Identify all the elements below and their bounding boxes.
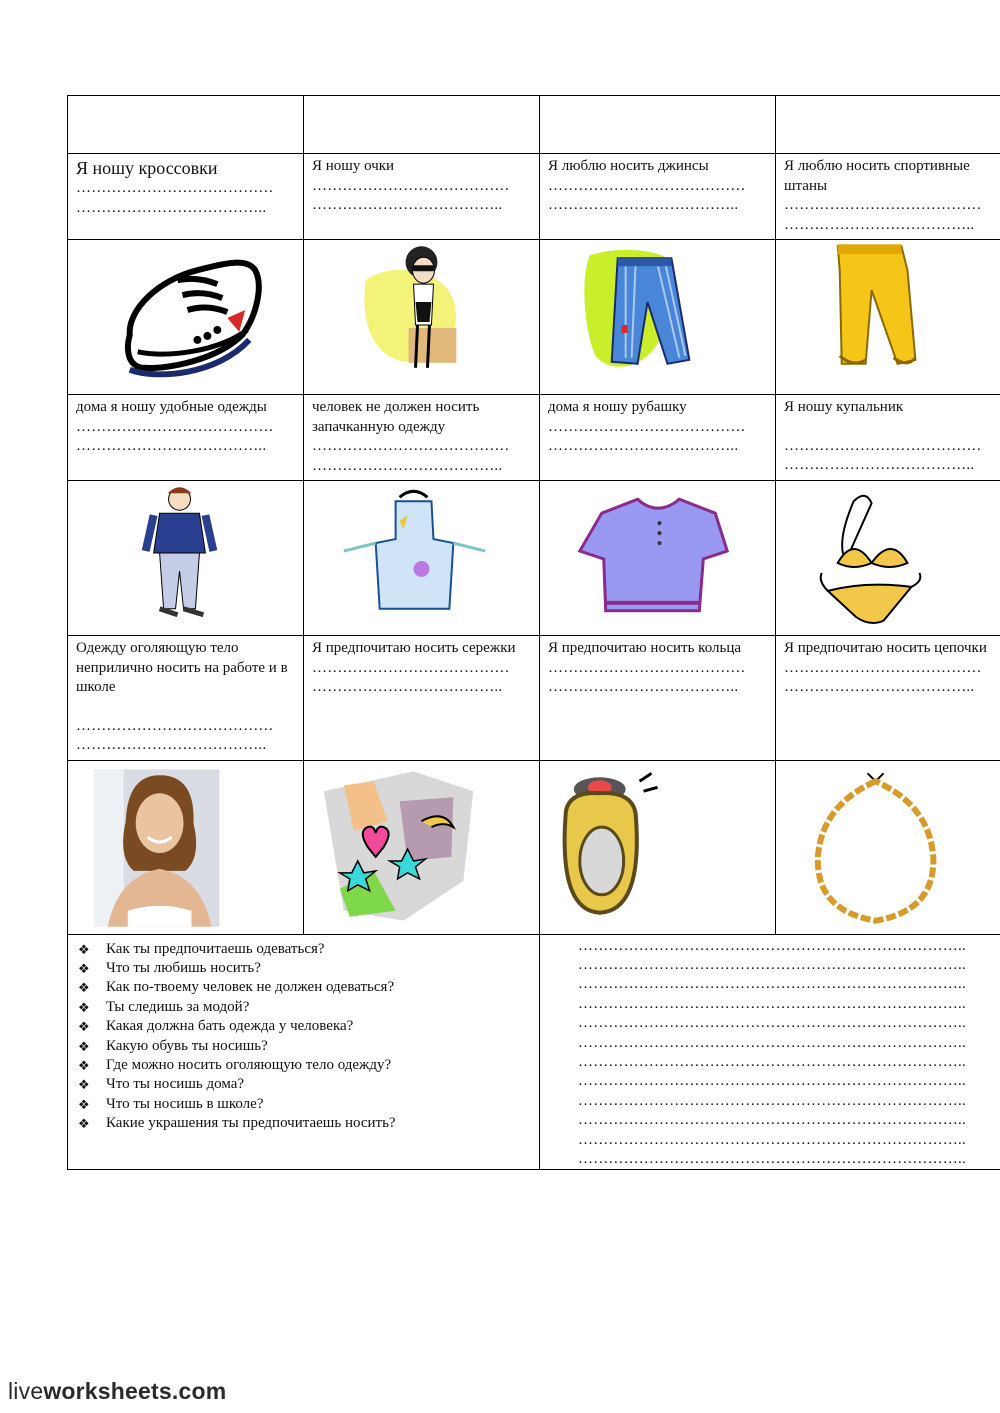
question-item bbox=[78, 1075, 539, 1094]
caption-cell[interactable] bbox=[68, 154, 304, 240]
caption-text: Я ношу очки bbox=[312, 158, 395, 174]
caption-text: дома я ношу рубашку bbox=[548, 399, 687, 415]
logo-prefix: live bbox=[8, 1378, 44, 1404]
answer-line[interactable]: ………………………………… bbox=[76, 717, 274, 734]
picture-cell bbox=[540, 760, 776, 934]
answer-line[interactable]: ………………………………………………………………….. bbox=[578, 1112, 966, 1129]
shirt-icon bbox=[540, 481, 775, 633]
picture-cell bbox=[776, 481, 1000, 636]
picture-cell bbox=[540, 240, 776, 395]
caption-text: Одежду оголяющую тело неприлично носить на работе и в школе bbox=[76, 640, 288, 695]
answer-line[interactable]: ……………………………….. bbox=[784, 457, 975, 473]
caption-cell[interactable] bbox=[540, 636, 776, 761]
answer-line[interactable]: ………………………………… bbox=[784, 197, 982, 213]
question-item bbox=[78, 959, 539, 978]
picture-cell bbox=[304, 760, 540, 934]
picture-cell bbox=[304, 240, 540, 395]
header-cell bbox=[68, 96, 304, 154]
diamond-bullet-icon: ❖ bbox=[78, 1057, 90, 1073]
question-text: Что ты носишь дома? bbox=[106, 1076, 245, 1093]
caption-cell[interactable] bbox=[304, 395, 540, 481]
answer-lines bbox=[540, 935, 1000, 1170]
question-text: Какую обувь ты носишь? bbox=[106, 1037, 268, 1054]
answer-line[interactable]: ……………………………….. bbox=[548, 679, 739, 695]
caption-text: человек не должен носить запачканную одежду bbox=[312, 399, 480, 435]
picture-cell bbox=[68, 240, 304, 395]
answer-line[interactable]: ………………………………… bbox=[784, 437, 982, 454]
answer-line[interactable]: ………………………………… bbox=[312, 438, 510, 454]
sweatpants-icon bbox=[776, 240, 1000, 392]
worksheet bbox=[67, 95, 1000, 1170]
header-cell bbox=[304, 96, 540, 154]
question-cell bbox=[68, 934, 540, 1170]
logo-brand: worksheets bbox=[43, 1378, 172, 1404]
answer-line[interactable]: ………………………………………………………………….. bbox=[578, 1092, 966, 1109]
caption-cell[interactable] bbox=[776, 395, 1000, 481]
liveworksheets-logo[interactable] bbox=[8, 1378, 226, 1405]
caption-cell[interactable] bbox=[776, 636, 1000, 761]
answer-line[interactable]: ………………………………………………………………….. bbox=[578, 1053, 966, 1070]
question-item bbox=[78, 1114, 539, 1133]
worksheet-table bbox=[67, 95, 1000, 1170]
picture-cell bbox=[776, 760, 1000, 934]
answer-line[interactable]: ……………………………….. bbox=[784, 216, 975, 233]
caption-cell[interactable] bbox=[304, 154, 540, 240]
answer-line[interactable]: ………………………………………………………………….. bbox=[578, 1131, 966, 1148]
answer-line[interactable]: ………………………………………………………………….. bbox=[578, 956, 966, 973]
answer-line[interactable]: ………………………………… bbox=[548, 418, 746, 435]
bikini-icon bbox=[776, 481, 1000, 633]
answer-line[interactable]: ………………………………… bbox=[548, 659, 746, 676]
answer-line[interactable]: ………………………………… bbox=[76, 418, 274, 435]
diamond-bullet-icon: ❖ bbox=[78, 960, 90, 976]
answer-cell bbox=[540, 934, 1000, 1170]
caption-cell[interactable] bbox=[776, 154, 1000, 240]
answer-line[interactable]: ……………………………….. bbox=[76, 737, 267, 753]
caption-row bbox=[68, 395, 1000, 481]
diamond-bullet-icon: ❖ bbox=[78, 980, 90, 996]
question-item bbox=[78, 940, 539, 959]
question-list bbox=[68, 935, 539, 1134]
header-row bbox=[68, 96, 1000, 154]
answer-line[interactable]: ………………………………… bbox=[312, 177, 510, 194]
question-item bbox=[78, 998, 539, 1017]
caption-text: Я предпочитаю носить кольца bbox=[548, 640, 742, 656]
question-text: Как ты предпочитаешь одеваться? bbox=[106, 940, 325, 957]
question-text: Ты следишь за модой? bbox=[106, 998, 250, 1015]
question-text: Что ты любишь носить? bbox=[106, 959, 261, 976]
caption-cell[interactable] bbox=[540, 154, 776, 240]
answer-line[interactable]: ………………………………………………………………….. bbox=[578, 995, 966, 1012]
answer-line[interactable]: ………………………………… bbox=[312, 659, 510, 676]
caption-text: Я предпочитаю носить цепочки bbox=[784, 640, 987, 656]
diamond-bullet-icon: ❖ bbox=[78, 941, 90, 957]
picture-row bbox=[68, 760, 1000, 934]
diamond-bullet-icon: ❖ bbox=[78, 999, 90, 1015]
picture-row bbox=[68, 240, 1000, 395]
earrings-icon bbox=[304, 761, 539, 933]
caption-row bbox=[68, 636, 1000, 761]
question-text: Где можно носить оголяющую тело одежду? bbox=[106, 1056, 392, 1073]
caption-cell[interactable] bbox=[540, 395, 776, 481]
answer-line[interactable]: ……………………………….. bbox=[312, 457, 503, 474]
picture-cell bbox=[68, 760, 304, 934]
answer-line[interactable]: ……………………………….. bbox=[76, 199, 267, 216]
question-text: Что ты носишь в школе? bbox=[106, 1095, 264, 1112]
answer-line[interactable]: ……………………………….. bbox=[784, 679, 975, 695]
question-item bbox=[78, 1017, 539, 1036]
caption-text: Я ношу купальник bbox=[784, 399, 904, 415]
answer-line[interactable]: ………………………………… bbox=[548, 177, 746, 194]
picture-cell bbox=[68, 481, 304, 636]
answer-line[interactable]: ………………………………………………………………….. bbox=[578, 1015, 966, 1032]
question-text: Какие украшения ты предпочитаешь носить? bbox=[106, 1115, 396, 1132]
answer-line[interactable]: ………………………………………………………………….. bbox=[578, 976, 966, 993]
answer-line[interactable]: ……………………………….. bbox=[312, 679, 503, 695]
ring-icon bbox=[540, 761, 775, 933]
caption-row bbox=[68, 154, 1000, 240]
diamond-bullet-icon: ❖ bbox=[78, 1077, 90, 1093]
answer-line[interactable]: ………………………………… bbox=[784, 659, 982, 676]
answer-line[interactable]: ……………………………….. bbox=[76, 438, 267, 454]
caption-text: Я люблю носить спортивные штаны bbox=[784, 158, 970, 194]
diamond-bullet-icon: ❖ bbox=[78, 1116, 90, 1132]
apron-icon bbox=[304, 481, 539, 633]
diamond-bullet-icon: ❖ bbox=[78, 1019, 90, 1035]
answer-line[interactable]: ………………………………………………………………….. bbox=[578, 1073, 966, 1090]
diamond-bullet-icon: ❖ bbox=[78, 1038, 90, 1054]
question-item bbox=[78, 1095, 539, 1114]
sunglasses-girl-icon bbox=[304, 240, 539, 392]
woman-photo-icon bbox=[68, 761, 303, 933]
caption-cell[interactable] bbox=[68, 395, 304, 481]
caption-text: Я ношу кроссовки bbox=[76, 158, 218, 178]
header-cell bbox=[540, 96, 776, 154]
picture-cell bbox=[304, 481, 540, 636]
picture-cell bbox=[776, 240, 1000, 395]
question-text: Какая должна бать одежда у человека? bbox=[106, 1018, 354, 1035]
question-item bbox=[78, 978, 539, 997]
question-text: Как по-твоему человек не должен одеваться? bbox=[106, 979, 395, 996]
question-item bbox=[78, 1037, 539, 1056]
answer-line[interactable]: ………………………………… bbox=[76, 180, 274, 196]
sneaker-icon bbox=[68, 240, 303, 392]
answer-line[interactable]: ………………………………………………………………….. bbox=[578, 1150, 966, 1167]
answer-line[interactable]: ……………………………….. bbox=[548, 197, 739, 213]
jeans-icon bbox=[540, 240, 775, 392]
answer-line[interactable]: ……………………………….. bbox=[312, 197, 503, 213]
necklace-icon bbox=[776, 761, 1000, 933]
caption-text: дома я ношу удобные одежды bbox=[76, 399, 267, 415]
caption-text: Я предпочитаю носить сережки bbox=[312, 640, 516, 656]
casual-boy-icon bbox=[68, 481, 303, 633]
diamond-bullet-icon: ❖ bbox=[78, 1096, 90, 1112]
caption-cell[interactable] bbox=[68, 636, 304, 761]
question-row bbox=[68, 934, 1000, 1170]
answer-line[interactable]: ………………………………………………………………….. bbox=[578, 1034, 966, 1051]
caption-text: Я люблю носить джинсы bbox=[548, 158, 709, 174]
question-item bbox=[78, 1056, 539, 1075]
answer-line[interactable]: ……………………………….. bbox=[548, 438, 739, 454]
caption-cell[interactable] bbox=[304, 636, 540, 761]
header-cell bbox=[776, 96, 1000, 154]
logo-suffix: .com bbox=[171, 1378, 227, 1404]
picture-cell bbox=[540, 481, 776, 636]
picture-row bbox=[68, 481, 1000, 636]
answer-line[interactable]: ………………………………………………………………….. bbox=[578, 937, 966, 954]
